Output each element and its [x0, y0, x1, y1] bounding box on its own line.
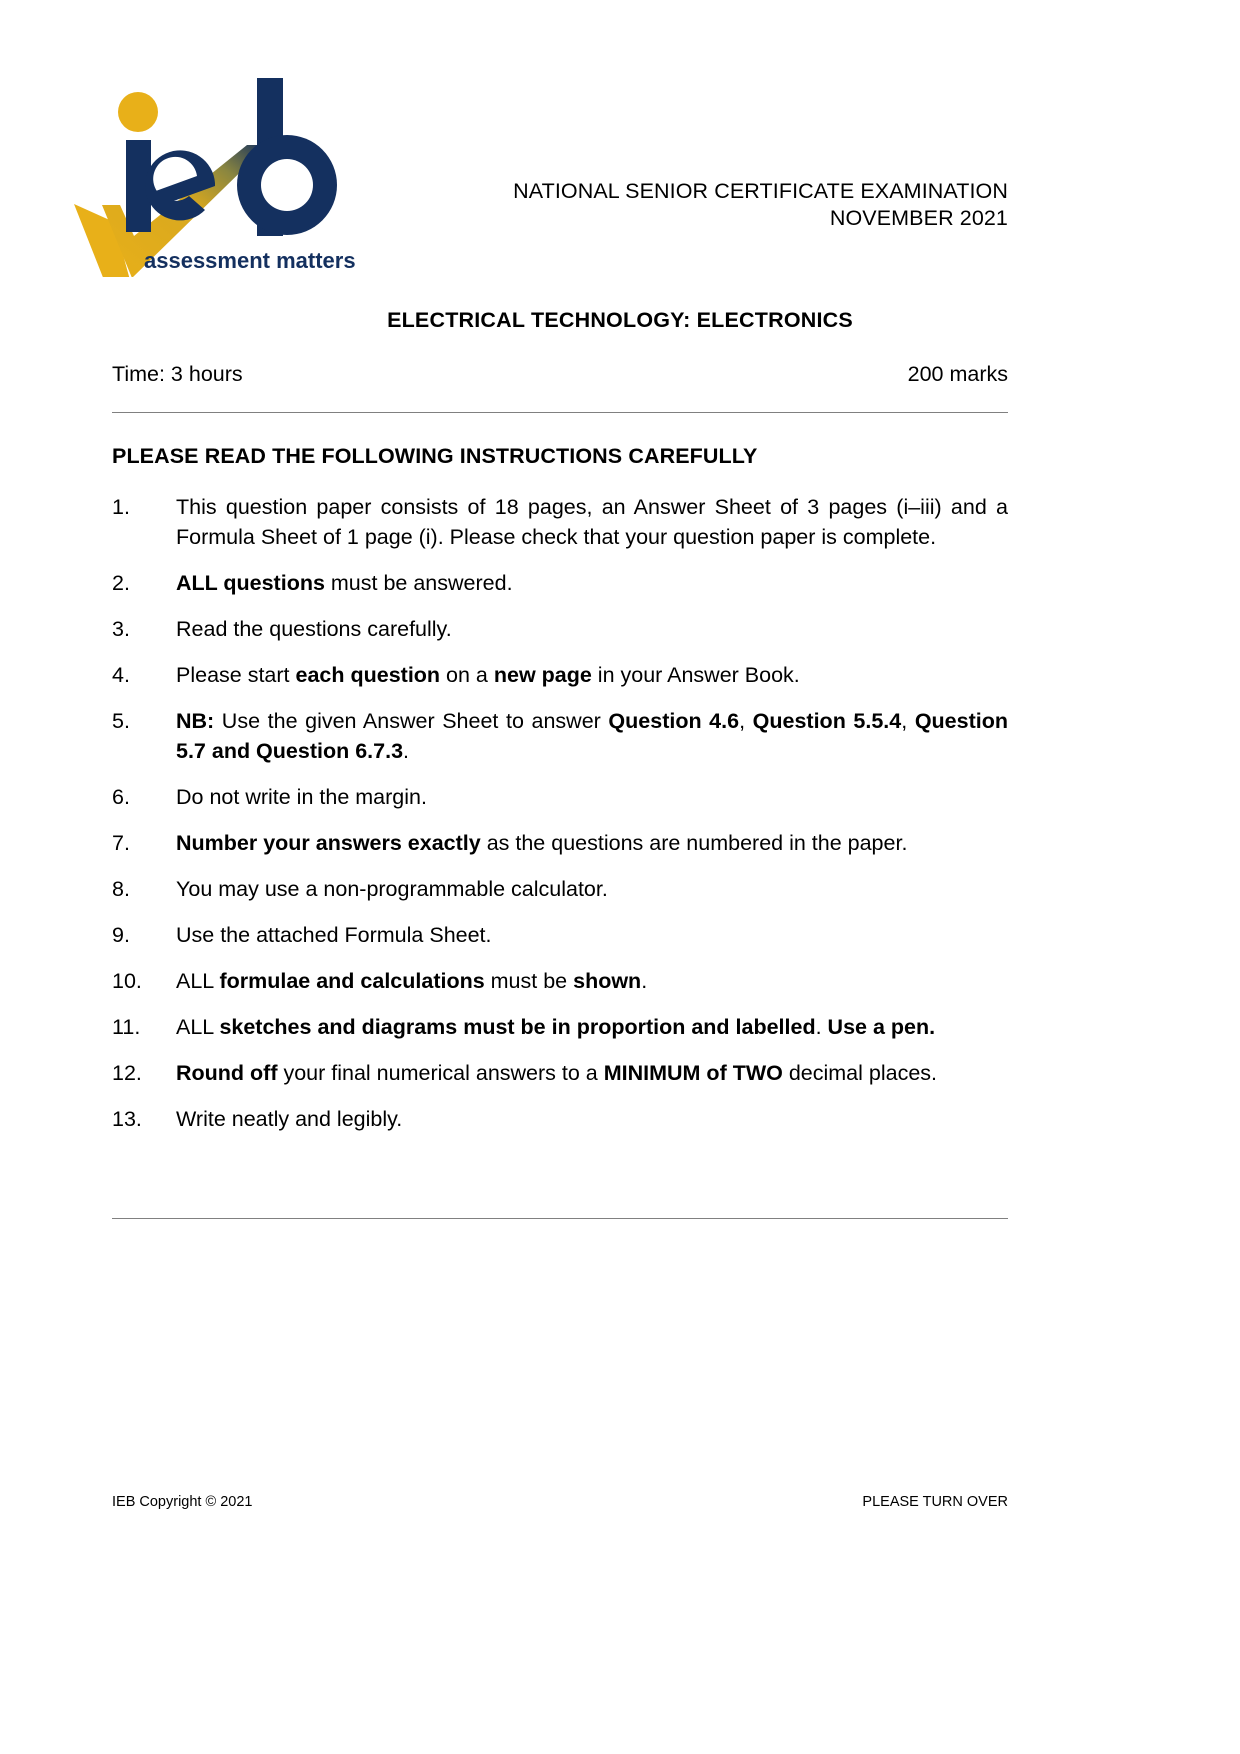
page-title: ELECTRICAL TECHNOLOGY: ELECTRONICS [387, 308, 853, 332]
ieb-logo-svg [72, 72, 372, 277]
exam-header-line-2: NOVEMBER 2021 [829, 206, 1008, 230]
instruction-item [112, 920, 1008, 950]
instruction-text: Number your answers exactly as the questions are numbered in the paper. [176, 831, 908, 855]
exam-total-marks: 200 marks [907, 362, 1008, 386]
logo-tagline: assessment matters [144, 248, 356, 273]
instruction-text: Use the attached Formula Sheet. [176, 923, 492, 947]
instruction-item [112, 966, 1008, 996]
copyright-notice: IEB Copyright © 2021 [112, 1494, 253, 1510]
instruction-number: 1. [112, 495, 130, 519]
instruction-item [112, 1104, 1008, 1134]
instruction-number: 11. [112, 1015, 141, 1039]
exam-header-line-1: NATIONAL SENIOR CERTIFICATE EXAMINATION [513, 179, 1008, 203]
exam-duration: Time: 3 hours [112, 362, 243, 386]
instruction-text: You may use a non-programmable calculator. [176, 877, 608, 901]
divider-top [112, 412, 1008, 413]
instruction-number: 8. [112, 877, 130, 901]
instruction-item [112, 874, 1008, 904]
instruction-text: Please start each question on a new page in your Answer Book. [176, 663, 800, 687]
instruction-item [112, 1012, 1008, 1042]
page-footer [112, 1494, 1008, 1510]
instruction-number: 6. [112, 785, 130, 809]
exam-meta-row [112, 362, 1008, 387]
instruction-number: 9. [112, 923, 130, 947]
instruction-number: 2. [112, 571, 130, 595]
instruction-text: Write neatly and legibly. [176, 1107, 403, 1131]
instruction-text: Read the questions carefully. [176, 617, 452, 641]
instruction-item [112, 568, 1008, 598]
instruction-text: ALL formulae and calculations must be shown. [176, 969, 648, 993]
ieb-logo [72, 72, 372, 277]
instruction-number: 12. [112, 1061, 142, 1085]
instruction-text: ALL sketches and diagrams must be in proportion and labelled. Use a pen. [176, 1015, 936, 1039]
logo-i-dot [118, 92, 158, 132]
instruction-item [112, 828, 1008, 858]
turn-over-notice: PLEASE TURN OVER [862, 1494, 1008, 1510]
instruction-number: 4. [112, 663, 130, 687]
instruction-item [112, 706, 1008, 766]
page-header [0, 0, 1240, 300]
divider-bottom [112, 1218, 1008, 1219]
instruction-item [112, 1058, 1008, 1088]
instruction-text: Do not write in the margin. [176, 785, 427, 809]
instructions-heading: PLEASE READ THE FOLLOWING INSTRUCTIONS CAREFULLY [112, 444, 758, 468]
instruction-number: 13. [112, 1107, 142, 1131]
instruction-text: This question paper consists of 18 pages, an Answer Sheet of 3 pages (i–iii) and a Formula Sheet of 1 page (i). Please check that your question paper is complete. [176, 495, 1008, 549]
instruction-item [112, 492, 1008, 552]
instruction-number: 10. [112, 969, 142, 993]
instructions-list [112, 492, 1008, 1150]
instruction-text: ALL questions must be answered. [176, 571, 513, 595]
instruction-number: 3. [112, 617, 130, 641]
instruction-item [112, 614, 1008, 644]
instruction-item [112, 782, 1008, 812]
logo-letter-b-counter [261, 159, 313, 211]
exam-header-text [468, 178, 1008, 232]
instruction-text: Round off your final numerical answers to a MINIMUM of TWO decimal places. [176, 1061, 938, 1085]
instruction-number: 5. [112, 709, 130, 733]
logo-letter-e [145, 150, 215, 220]
instruction-item [112, 660, 1008, 690]
instruction-text: NB: Use the given Answer Sheet to answer Question 4.6, Question 5.5.4, Question 5.7 and Question 6.7.3. [176, 709, 1008, 763]
instruction-number: 7. [112, 831, 130, 855]
